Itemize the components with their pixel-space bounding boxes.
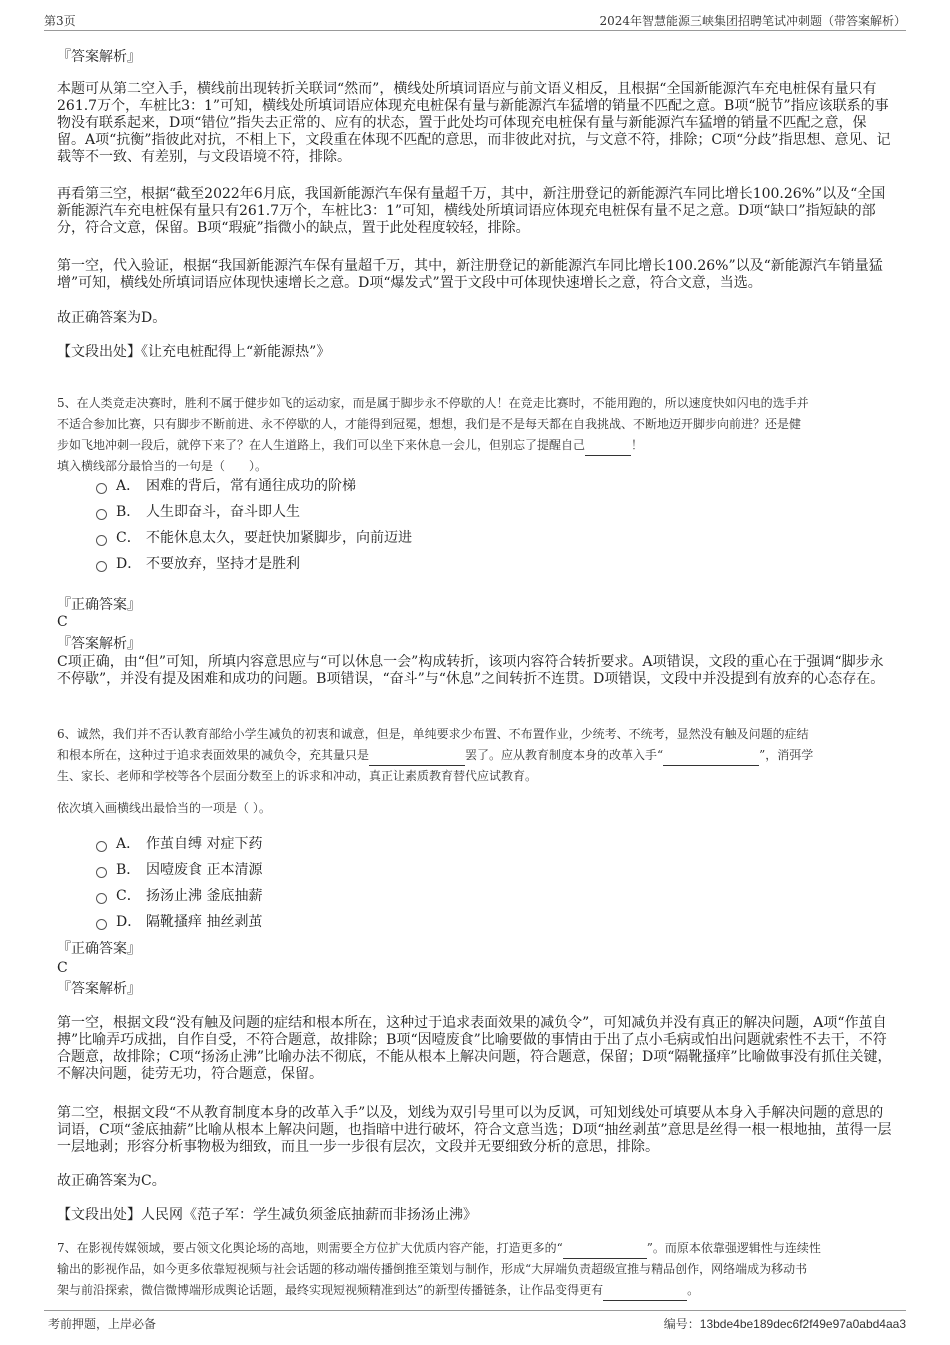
q5-stem [57, 393, 895, 477]
q7-stem-line: 架与前沿探索，微信微博端形成舆论话题，最终实现短视频精准到达”的新型传播链条，让作品变得更有 。 [57, 1280, 895, 1301]
radio-icon[interactable] [96, 841, 107, 852]
q5-option-d[interactable]: D． 不要放弃，坚持才是胜利 [96, 554, 300, 574]
q7-stem [57, 1238, 895, 1301]
radio-icon[interactable] [96, 867, 107, 878]
footer-code-value: 13bde4be189dec6f2f49e97a0abd4aa3 [699, 1317, 906, 1331]
q5-option-b[interactable]: B． 人生即奋斗，奋斗即人生 [96, 502, 300, 522]
radio-icon[interactable] [96, 893, 107, 904]
q4-source: 【文段出处】《让充电桩配得上“新能源热”》 [57, 344, 331, 360]
q5-correct-label: 『正确答案』 [57, 597, 141, 613]
q6-correct-label: 『正确答案』 [57, 941, 141, 957]
answer-blank [369, 751, 465, 766]
answer-blank [603, 1286, 687, 1301]
q4-conclusion: 故正确答案为D。 [57, 310, 167, 326]
footer-code [664, 1315, 906, 1332]
q6-option-c[interactable]: C． 扬汤止沸 釜底抽薪 [96, 886, 262, 906]
radio-icon[interactable] [96, 483, 107, 494]
radio-icon[interactable] [96, 509, 107, 520]
q6-option-d[interactable]: D． 隔靴搔痒 抽丝剥茧 [96, 912, 262, 932]
q4-analysis-para1: 本题可从第二空入手，横线前出现转折关联词“然而”，横线处所填词语应与前文语义相反，且根据“全国新能源汽车充电桩保有量只有261.7万个，车桩比3：1”可知，横线处所填词语应体现充电桩保有量与新能源汽车猛增的销量不匹配之意。B项“脱节”指应该联系的事物没有联系起来，D项“错位”指失去正常的、应有的状态，置于此处均可体现充电桩保有量与新能源汽车猛增的销量不匹配之意，保留。A项“抗衡”指彼此对抗，不相上下，文段重在体现不匹配的意思，而非彼此对抗，与文意不符，排除；C项“分歧”指思想、意见、记载等不一致、有差别，与文段语境不符，排除。 [57, 81, 891, 165]
radio-icon[interactable] [96, 561, 107, 572]
q5-option-c[interactable]: C． 不能休息太久，要赶快加紧脚步，向前迈进 [96, 528, 412, 548]
q4-analysis-para3: 第一空，代入验证，根据“我国新能源汽车保有量超千万，其中，新注册登记的新能源汽车同比增长100.26%”以及“新能源汽车销量猛增”可知，横线处所填词语应体现快速增长之意。D项“爆发式”置于文段中可体现快速增长之意，符合文意，当选。 [57, 258, 883, 291]
answer-blank [585, 441, 631, 456]
q6-stem-line: 生、家长、老师和学校等各个层面分数至上的诉求和冲动，真正让素质教育替代应试教育。 [57, 769, 538, 783]
q5-prompt: 填入横线部分最恰当的一句是（ ）。 [57, 459, 268, 473]
q6-source: 【文段出处】人民网《范子军：学生减负须釜底抽薪而非扬汤止沸》 [57, 1207, 477, 1223]
q6-option-a[interactable]: A． 作茧自缚 对症下药 [96, 834, 262, 854]
q6-correct-answer: C [57, 960, 68, 976]
page-header [44, 8, 906, 31]
q6-conclusion: 故正确答案为C。 [57, 1173, 166, 1189]
radio-icon[interactable] [96, 535, 107, 546]
q7-stem-line: 7、在影视传媒领域，要占领文化舆论场的高地，则需要全方位扩大优质内容产能，打造更多的“ ”。而原本依靠强逻辑性与连续性 [57, 1238, 895, 1259]
q5-stem-line: 5、在人类竞走决赛时，胜利不属于健步如飞的运动家，而是属于脚步永不停歇的人！在竞走比赛时，不能用跑的，所以速度快如闪电的选手并 [57, 396, 809, 410]
q6-analysis-para2: 第二空，根据文段“不从教育制度本身的改革入手”以及，划线为双引号里可以为反讽，可知划线处可填要从本身入手解决问题的意思的词语，C项“釜底抽薪”比喻从根本上解决问题，也指暗中进行破坏，符合文意当选；D项“抽丝剥茧”意思是丝得一根一根地抽，茧得一层一层地剥；形容分析事物极为细致，而且一步一步很有层次，文段并无要细致分析的意思，排除。 [57, 1105, 892, 1155]
footer-slogan: 考前押题，上岸必备 [48, 1317, 157, 1331]
q6-stem-line: 和根本所在，这种过于追求表面效果的减负令，充其量只是 罢了。应从教育制度本身的改革入手“ ”，消弭学 [57, 745, 895, 766]
q4-analysis-label: 『答案解析』 [57, 49, 141, 65]
answer-blank [663, 751, 759, 766]
q5-stem-line: 不适合参加比赛，只有脚步不断前进、永不停歇的人，才能得到冠冕，想想，我们是不是每天都在自我挑战、不断地迈开脚步向前进？还是健 [57, 417, 802, 431]
radio-icon[interactable] [96, 919, 107, 930]
q5-stem-line: 步如飞地冲刺一段后，就停下来了？在人生道路上，我们可以坐下来休息一会儿，但别忘了提醒自己 ！ [57, 435, 895, 456]
answer-blank [563, 1244, 647, 1259]
q6-stem [57, 724, 895, 787]
q5-analysis: C项正确，由“但”可知，所填内容意思应与“可以休息一会”构成转折，该项内容符合转折要求。A项错误，文段的重心在于强调“脚步永不停歇”，并没有提及困难和成功的问题。B项错误，“奋斗”与“休息”之间转折不连贯。D项错误，文段中并没提到有放弃的心态存在。 [57, 654, 885, 687]
q7-stem-line: 输出的影视作品，如今更多依靠短视频与社会话题的移动端传播倒推至策划与制作，形成“大屏端负责超级宣推与精品创作，网络端成为移动书 [57, 1262, 808, 1276]
q6-stem-line: 6、诚然，我们并不否认教育部给小学生减负的初衷和诚意，但是，单纯要求少布置、不布置作业，少统考、不统考，显然没有触及问题的症结 [57, 727, 809, 741]
q5-correct-answer: C [57, 614, 68, 630]
q6-analysis-label: 『答案解析』 [57, 981, 141, 997]
q6-prompt: 依次填入画横线出最恰当的一项是（ ）。 [57, 801, 271, 815]
footer-code-label: 编号： [663, 1317, 700, 1331]
page-number: 第3页 [44, 14, 76, 28]
q4-analysis-para2: 再看第三空，根据“截至2022年6月底，我国新能源汽车保有量超千万，其中，新注册登记的新能源汽车同比增长100.26%”以及“全国新能源汽车充电桩保有量只有261.7万个，车桩比3：1”可知，横线处所填词语应体现充电桩保有量不足之意。D项“缺口”指短缺的部分，符合文意，保留。B项“瑕疵”指微小的缺点，置于此处程度较轻，排除。 [57, 186, 886, 236]
q5-analysis-label: 『答案解析』 [57, 636, 141, 652]
q6-analysis-para1: 第一空，根据文段“没有触及问题的症结和根本所在，这种过于追求表面效果的减负令”，可知减负并没有真正的解决问题，A项“作茧自搏”比喻弄巧成拙，自作自受，不符合题意，故排除；B项“因噎废食”比喻要做的事情由于出了点小毛病或怕出问题就索性不去干，不符合题意，故排除；C项“扬汤止沸”比喻办法不彻底，不能从根本上解决问题，符合题意，保留；D项“隔靴搔痒”比喻做事没有抓住关键，不解决问题，徒劳无功，符合题意，保留。 [57, 1015, 892, 1082]
q6-option-b[interactable]: B． 因噎废食 正本清源 [96, 860, 262, 880]
document-title: 2024年智慧能源三峡集团招聘笔试冲刺题（带答案解析） [599, 14, 906, 28]
page-footer [44, 1310, 906, 1331]
q5-option-a[interactable]: A． 困难的背后，常有通往成功的阶梯 [96, 476, 356, 496]
